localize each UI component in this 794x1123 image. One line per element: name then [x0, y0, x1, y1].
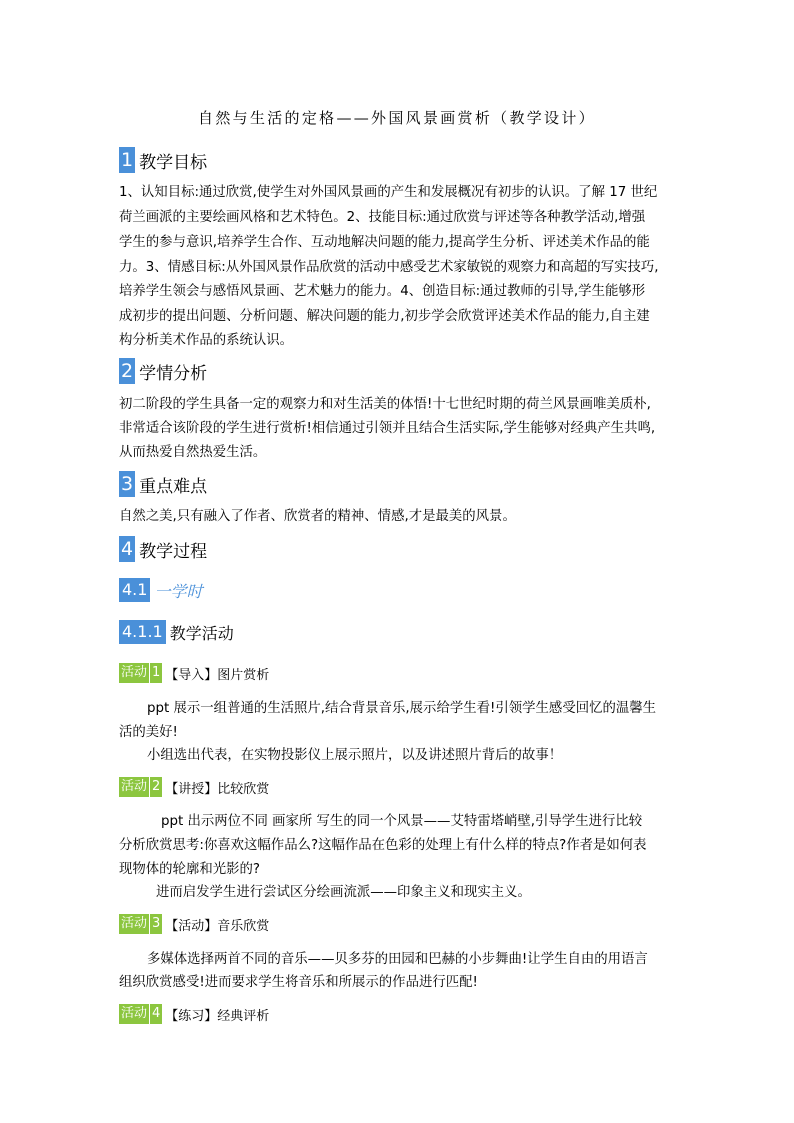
text-line: 构分析美术作品的系统认识。 — [119, 333, 294, 348]
text-line: 1、认知目标:通过欣赏,使学生对外国风景画的产生和发展概况有初步的认识。了解 17 世纪 — [119, 185, 658, 200]
activity-heading-2 — [119, 776, 269, 798]
text-line: 组织欣赏感受!进而要求学生将音乐和所展示的作品进行匹配! — [119, 975, 478, 990]
text-line: 非常适合该阶段的学生进行赏析!相信通过引领并且结合生活实际,学生能够对经典产生共鸣, — [119, 421, 656, 436]
text-line: ppt 展示一组普通的生活照片,结合背景音乐,展示给学生看!引领学生感受回忆的温馨生 — [147, 701, 657, 716]
section-title: 教学目标 — [139, 152, 208, 173]
keypoints-text: 自然之美,只有融入了作者、欣赏者的精神、情感,才是最美的风景。 — [119, 509, 516, 524]
section-heading-keypoints — [119, 470, 207, 498]
text-line: 从而热爱自然热爱生活。 — [119, 445, 267, 460]
activity-heading-3 — [119, 913, 269, 935]
activity-number: 4 — [150, 1004, 162, 1024]
section-heading-objectives — [119, 146, 207, 174]
text-line: 初二阶段的学生具备一定的观察力和对生活美的体悟!十七世纪时期的荷兰风景画唯美质朴, — [119, 397, 651, 412]
section-number: 2 — [121, 360, 134, 382]
section-number: 3 — [121, 473, 134, 495]
document-title: 自然与生活的定格——外国风景画赏析（教学设计） — [198, 109, 596, 127]
activity-number: 1 — [150, 663, 162, 683]
activity-label: 活动 — [119, 914, 149, 934]
subsection-number: 4.1.1 — [119, 620, 166, 644]
subsection-title: 教学活动 — [169, 623, 234, 643]
section-heading-process — [119, 535, 207, 563]
activity-title: 【练习】经典评析 — [165, 1008, 270, 1024]
section-heading-analysis — [119, 357, 207, 385]
text-line: 力。3、情感目标:从外国风景作品欣赏的活动中感受艺术家敏锐的观察力和高超的写实技巧, — [119, 260, 659, 275]
activity-label: 活动 — [119, 663, 149, 683]
text-line: 培养学生领会与感悟风景画、艺术魅力的能力。4、创造目标:通过教师的引导,学生能够形 — [119, 284, 646, 299]
text-line: 进而启发学生进行尝试区分绘画流派——印象主义和现实主义。 — [156, 885, 531, 900]
section-number: 1 — [121, 149, 134, 171]
text-line: 活的美好! — [119, 725, 178, 740]
activity-heading-4 — [119, 1003, 269, 1025]
activity-title: 【活动】音乐欣赏 — [165, 918, 270, 934]
activity-number: 2 — [150, 777, 162, 797]
subsection-title: 一学时 — [154, 581, 203, 601]
text-line: 成初步的提出问题、分析问题、解决问题的能力,初步学会欣赏评述美术作品的能力,自主建 — [119, 309, 650, 324]
subsection-heading-activities — [119, 619, 234, 645]
activity-label: 活动 — [119, 777, 149, 797]
subsection-heading-lesson — [119, 577, 202, 603]
section-title: 教学过程 — [139, 541, 208, 562]
activity-label: 活动 — [119, 1004, 149, 1024]
activity-heading-1 — [119, 662, 269, 684]
activity-number: 3 — [150, 914, 162, 934]
text-line: 现物体的轮廓和光影的? — [119, 862, 261, 877]
activity-title: 【导入】图片赏析 — [165, 667, 270, 683]
text-line: 多媒体选择两首不同的音乐——贝多芬的田园和巴赫的小步舞曲!让学生自由的用语言 — [147, 952, 648, 967]
activity-title: 【讲授】比较欣赏 — [165, 781, 270, 797]
text-line: 小组选出代表，在实物投影仪上展示照片，以及讲述照片背后的故事！ — [147, 748, 563, 763]
section-title: 重点难点 — [139, 476, 208, 497]
text-line: 分析欣赏思考:你喜欢这幅作品么?这幅作品在色彩的处理上有什么样的特点?作者是如何表 — [119, 838, 647, 853]
subsection-number: 4.1 — [119, 578, 150, 602]
text-line: 学生的参与意识,培养学生合作、互动地解决问题的能力,提高学生分析、评述美术作品的能 — [119, 235, 650, 250]
section-number: 4 — [121, 538, 134, 560]
text-line: ppt 出示两位不同 画家所 写生的同一个风景——艾特雷塔峭壁,引导学生进行比较 — [161, 814, 643, 829]
section-title: 学情分析 — [139, 363, 208, 384]
text-line: 荷兰画派的主要绘画风格和艺术特色。2、技能目标:通过欣赏与评述等各种教学活动,增强 — [119, 210, 646, 225]
